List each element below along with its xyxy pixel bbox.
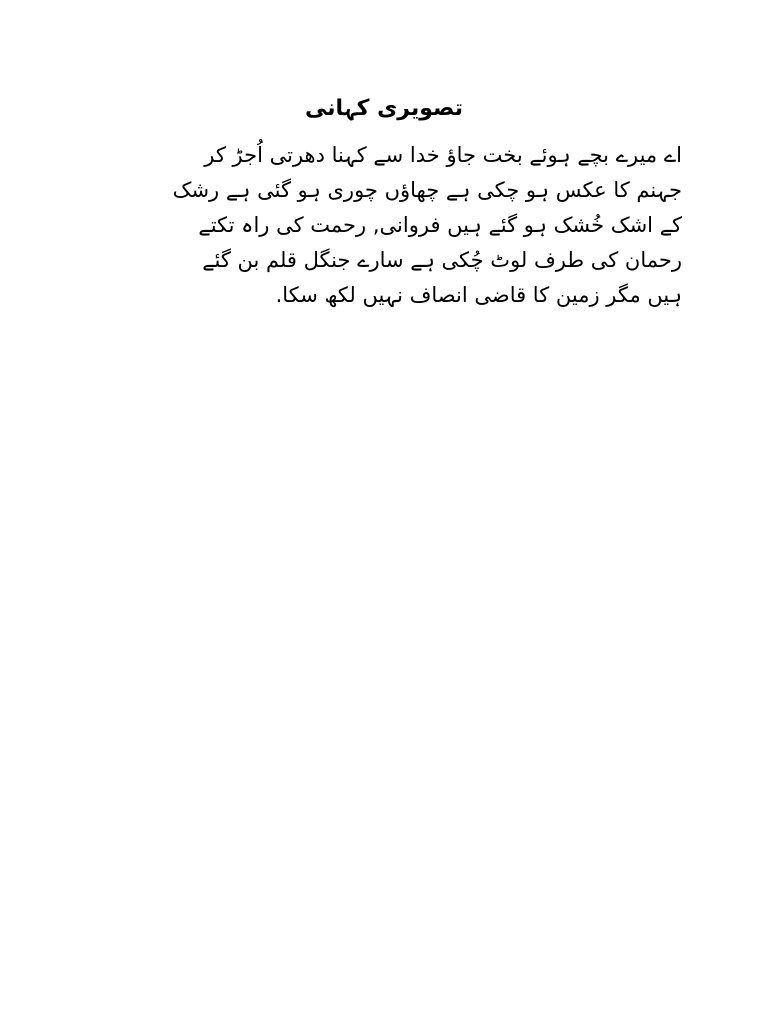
paragraph-line: اے میرے بچے ہوئے بخت جاؤ خدا سے کہنا دھرتی اُجڑ کر xyxy=(204,143,682,167)
story-paragraph xyxy=(96,138,682,313)
paragraph-line: کے اشک خُشک ہو گئے ہیں فروانی, رحمت کی راہ تکتے xyxy=(198,213,682,237)
paragraph-line: ہیں مگر زمین کا قاضی انصاف نہیں لکھ سکا. xyxy=(275,283,682,307)
page-title: تصویری کہانی xyxy=(305,96,463,121)
paragraph-line: جہنم کا عکس ہو چکی ہے چھاؤں چوری ہو گئی ہے رشک xyxy=(172,178,682,202)
paragraph-line: رحمان کی طرف لوٹ چُکی ہے سارے جنگل قلم بن گئے xyxy=(202,248,682,272)
